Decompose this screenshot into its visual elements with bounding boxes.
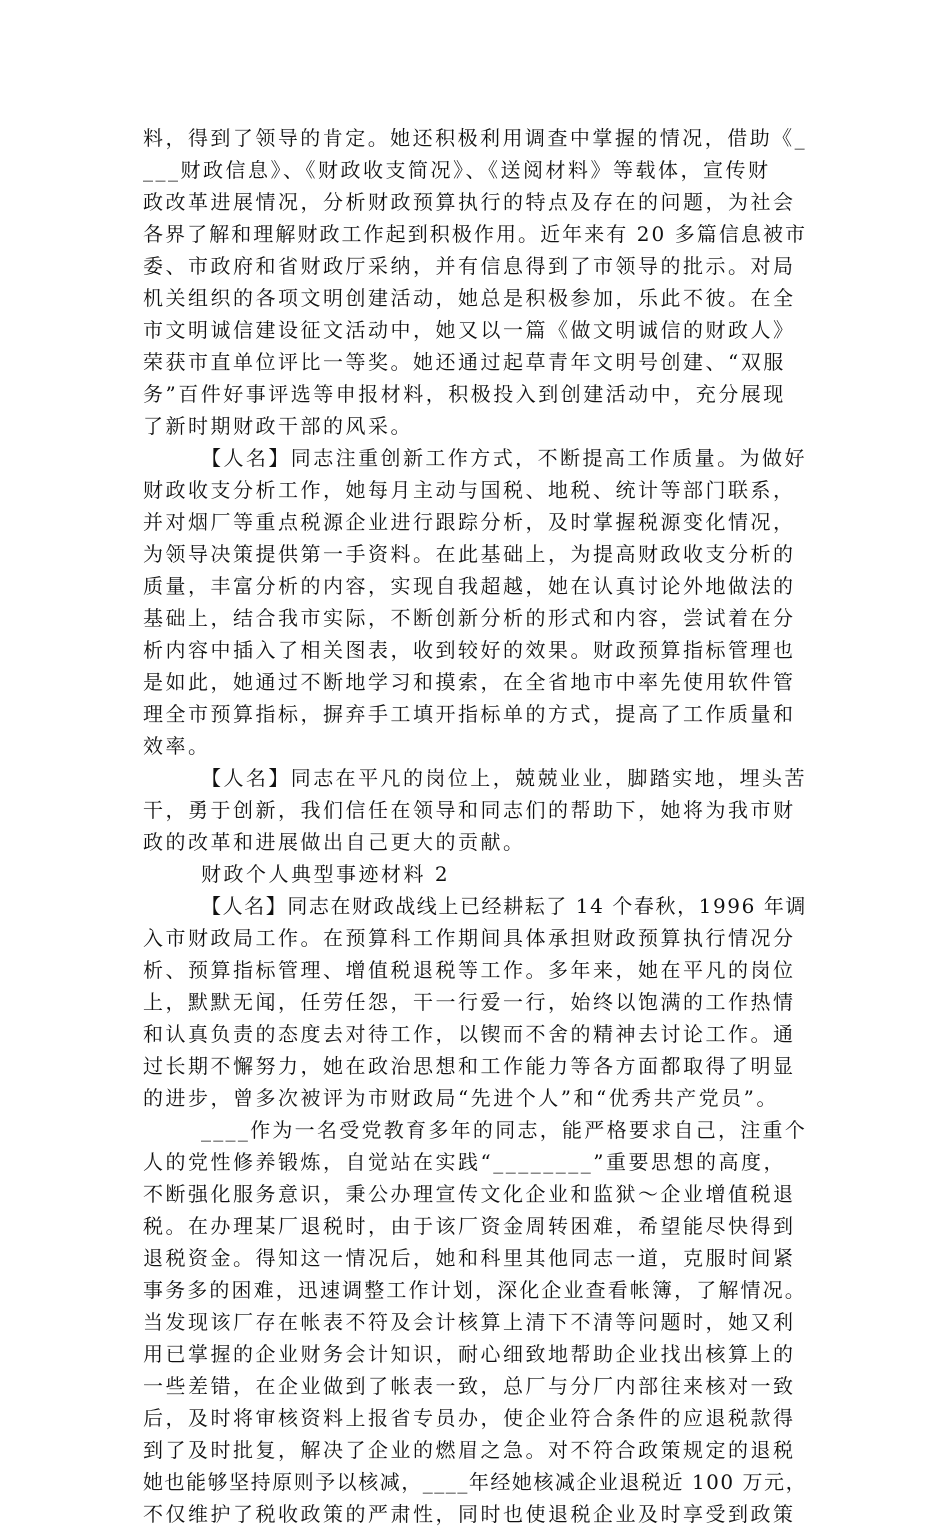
document-body (143, 122, 807, 1530)
text-line: 入市财政局工作。在预算科工作期间具体承担财政预算执行情况分 (143, 926, 796, 950)
paragraph-p4 (143, 858, 807, 890)
text-line: 是如此，她通过不断地学习和摸索，在全省地市中率先使用软件管 (143, 670, 796, 694)
text-line: 政的改革和进展做出自己更大的贡献。 (143, 830, 526, 854)
text-line: 和认真负责的态度去对待工作，以锲而不舍的精神去讨论工作。通 (143, 1022, 796, 1046)
paragraph-p3 (143, 762, 807, 858)
text-line: 财政个人典型事迹材料 2 (201, 862, 451, 886)
text-line: 基础上，结合我市实际，不断创新分析的形式和内容，尝试着在分 (143, 606, 796, 630)
paragraph-p6 (143, 1114, 807, 1530)
text-line: 不断强化服务意识，秉公办理宣传文化企业和监狱～企业增值税退 (143, 1182, 796, 1206)
text-line: 用已掌握的企业财务会计知识，耐心细致地帮助企业找出核算上的 (143, 1342, 796, 1366)
text-line: 一些差错，在企业做到了帐表一致，总厂与分厂内部往来核对一致 (143, 1374, 796, 1398)
text-line: 委、市政府和省财政厅采纳，并有信息得到了市领导的批示。对局 (143, 254, 796, 278)
text-line: 干，勇于创新，我们信任在领导和同志们的帮助下，她将为我市财 (143, 798, 796, 822)
text-line: 事务多的困难，迅速调整工作计划，深化企业查看帐簿，了解情况。 (143, 1278, 807, 1302)
text-line: ___财政信息》、《财政收支简况》、《送阅材料》等载体，宣传财 (143, 158, 771, 182)
paragraph-p2 (143, 442, 807, 762)
text-line: 不仅维护了税收政策的严肃性，同时也使退税企业及时享受到政策 (143, 1502, 796, 1526)
text-line: 过长期不懈努力，她在政治思想和工作能力等各方面都取得了明显 (143, 1054, 796, 1078)
text-line: 当发现该厂存在帐表不符及会计核算上清下不清等问题时，她又利 (143, 1310, 796, 1334)
text-line: 【人名】同志在平凡的岗位上，兢兢业业，脚踏实地，埋头苦 (201, 766, 807, 790)
text-line: 市文明诚信建设征文活动中，她又以一篇《做文明诚信的财政人》 (143, 318, 796, 342)
text-line: 人的党性修养锻炼，自觉站在实践“________”重要思想的高度， (143, 1150, 786, 1174)
text-line: 为领导决策提供第一手资料。在此基础上，为提高财政收支分析的 (143, 542, 796, 566)
text-line: 退税资金。得知这一情况后，她和科里其他同志一道，克服时间紧 (143, 1246, 796, 1270)
text-line: 政改革进展情况，分析财政预算执行的特点及存在的问题，为社会 (143, 190, 796, 214)
text-line: 了新时期财政干部的风采。 (143, 414, 413, 438)
text-line: 【人名】同志注重创新工作方式，不断提高工作质量。为做好 (201, 446, 807, 470)
text-line: 后，及时将审核资料上报省专员办，使企业符合条件的应退税款得 (143, 1406, 796, 1430)
text-line: 荣获市直单位评比一等奖。她还通过起草青年文明号创建、“双服 (143, 350, 786, 374)
text-line: 务”百件好事评选等申报材料，积极投入到创建活动中，充分展现 (143, 382, 786, 406)
text-line: 效率。 (143, 734, 211, 758)
text-line: 质量，丰富分析的内容，实现自我超越，她在认真讨论外地做法的 (143, 574, 796, 598)
text-line: 上，默默无闻，任劳任怨，干一行爱一行，始终以饱满的工作热情 (143, 990, 796, 1014)
text-line: 机关组织的各项文明创建活动，她总是积极参加，乐此不彼。在全 (143, 286, 796, 310)
paragraph-p5 (143, 890, 807, 1114)
text-line: 财政收支分析工作，她每月主动与国税、地税、统计等部门联系， (143, 478, 796, 502)
text-line: 并对烟厂等重点税源企业进行跟踪分析，及时掌握税源变化情况， (143, 510, 796, 534)
text-line: 析、预算指标管理、增值税退税等工作。多年来，她在平凡的岗位 (143, 958, 796, 982)
text-line: 到了及时批复，解决了企业的燃眉之急。对不符合政策规定的退税 (143, 1438, 796, 1462)
paragraph-p1 (143, 122, 807, 442)
text-line: 理全市预算指标，摒弃手工填开指标单的方式，提高了工作质量和 (143, 702, 796, 726)
text-line: 的进步，曾多次被评为市财政局“先进个人”和“优秀共产党员”。 (143, 1086, 779, 1110)
text-line: 料，得到了领导的肯定。她还积极利用调查中掌握的情况，借助《_ (143, 126, 808, 150)
document-page (143, 122, 807, 1530)
text-line: 各界了解和理解财政工作起到积极作用。近年来有 20 多篇信息被市 (143, 222, 808, 246)
text-line: 税。在办理某厂退税时，由于该厂资金周转困难，希望能尽快得到 (143, 1214, 796, 1238)
text-line: 【人名】同志在财政战线上已经耕耘了 14 个春秋，1996 年调 (201, 894, 807, 918)
text-line: 她也能够坚持原则予以核减，____年经她核减企业退税近 100 万元， (143, 1470, 808, 1494)
text-line: 析内容中插入了相关图表，收到较好的效果。财政预算指标管理也 (143, 638, 796, 662)
text-line: ____作为一名受党教育多年的同志，能严格要求自己，注重个 (201, 1118, 808, 1142)
